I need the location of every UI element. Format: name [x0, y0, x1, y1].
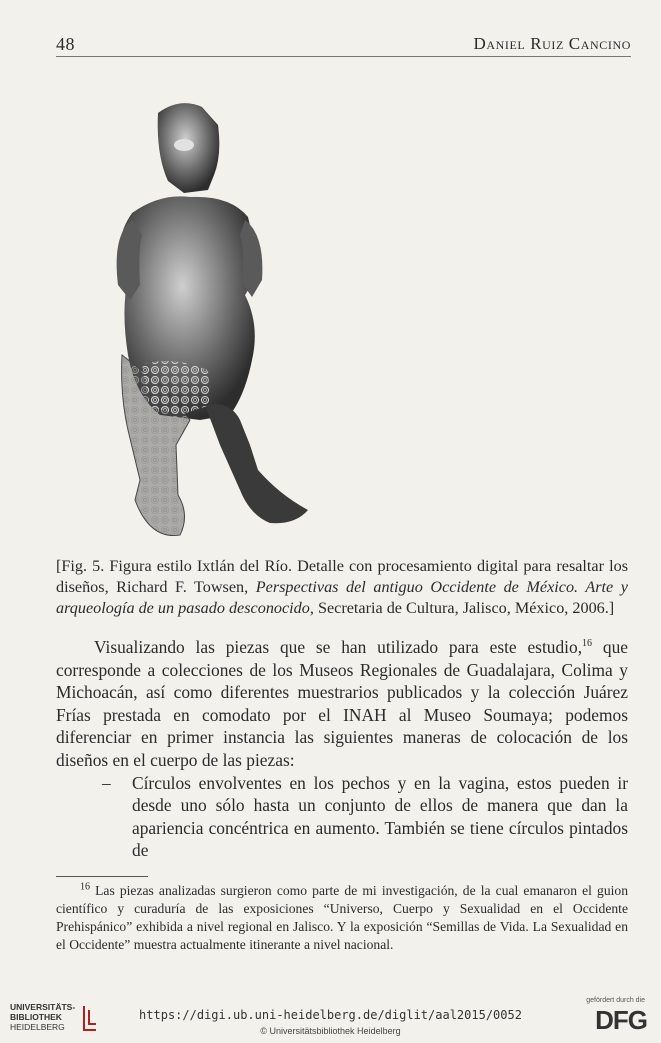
dfg-logo: DFG [595, 1005, 647, 1035]
footnote-reference: 16 [582, 638, 593, 650]
permalink[interactable]: https://digi.ub.uni-heidelberg.de/diglit/aal2015/0052 [139, 1008, 522, 1022]
list-dash: – [102, 772, 111, 793]
footnote-number: 16 [80, 881, 90, 893]
caption-book-title: Perspectivas del antiguo Occidente de México. Arte y arqueología de un pasado desconocido [56, 578, 628, 617]
design-list [56, 772, 628, 862]
copyright: © Universitätsbibliothek Heidelberg [260, 1026, 401, 1036]
digitization-footer [0, 994, 661, 1043]
footnote-rule [56, 876, 148, 877]
ub-heidelberg-logo: UNIVERSITÄTS- BIBLIOTHEK HEIDELBERG [10, 1002, 76, 1032]
page-number: 48 [56, 34, 75, 54]
paragraph: Visualizando las piezas que se han utilizado para este estudio,$^{16}$ que corresponde a colecciones de los Museos Regionales de Guadalajara, Colima y Michoacán, así como diferentes muestrarios publicados y la colección Juárez Frías prestada en comodato por el INAH al Museo Soumaya; podemos diferenciar en primer instancia las siguientes maneras de colocación de los diseños en el cuerpo de las piezas: [56, 637, 628, 770]
body-text [56, 636, 628, 862]
footnote: $^{16}$ Las piezas analizadas surgieron como parte de mi investigación, de la cual emanaron el guion científico y curaduría de las exposiciones “Universo, Cuerpo y Sexualidad en el Occidente Prehispánico” exhibida a nivel regional en Jalisco. Y la exposición “Semillas de Vida. La Sexualidad en el Occidente” muestra actualmente itinerante a nivel nacional. [56, 881, 628, 952]
dfg-funding-note: gefördert durch die [586, 997, 645, 1004]
figure-caption: [Fig. 5. Figura estilo Ixtlán del Río. Detalle con procesamiento digital para resaltar los diseños, Richard F. Towsen, Perspectivas del antiguo Occidente de México. Arte y arqueología de un pasado desconocido, Secretaria de Cultura, Jalisco, México, 2006.] [56, 557, 628, 617]
header-rule [56, 56, 631, 57]
list-item: – Círculos envolventes en los pechos y en la vagina, estos pueden ir desde uno sólo hasta un conjunto de ellos de manera que dan la apariencia concéntrica en aumento. También se tiene círculos pintados de [102, 772, 628, 861]
clay-figurine-photo-icon [80, 85, 340, 550]
running-author: Daniel Ruiz Cancino [473, 34, 631, 53]
